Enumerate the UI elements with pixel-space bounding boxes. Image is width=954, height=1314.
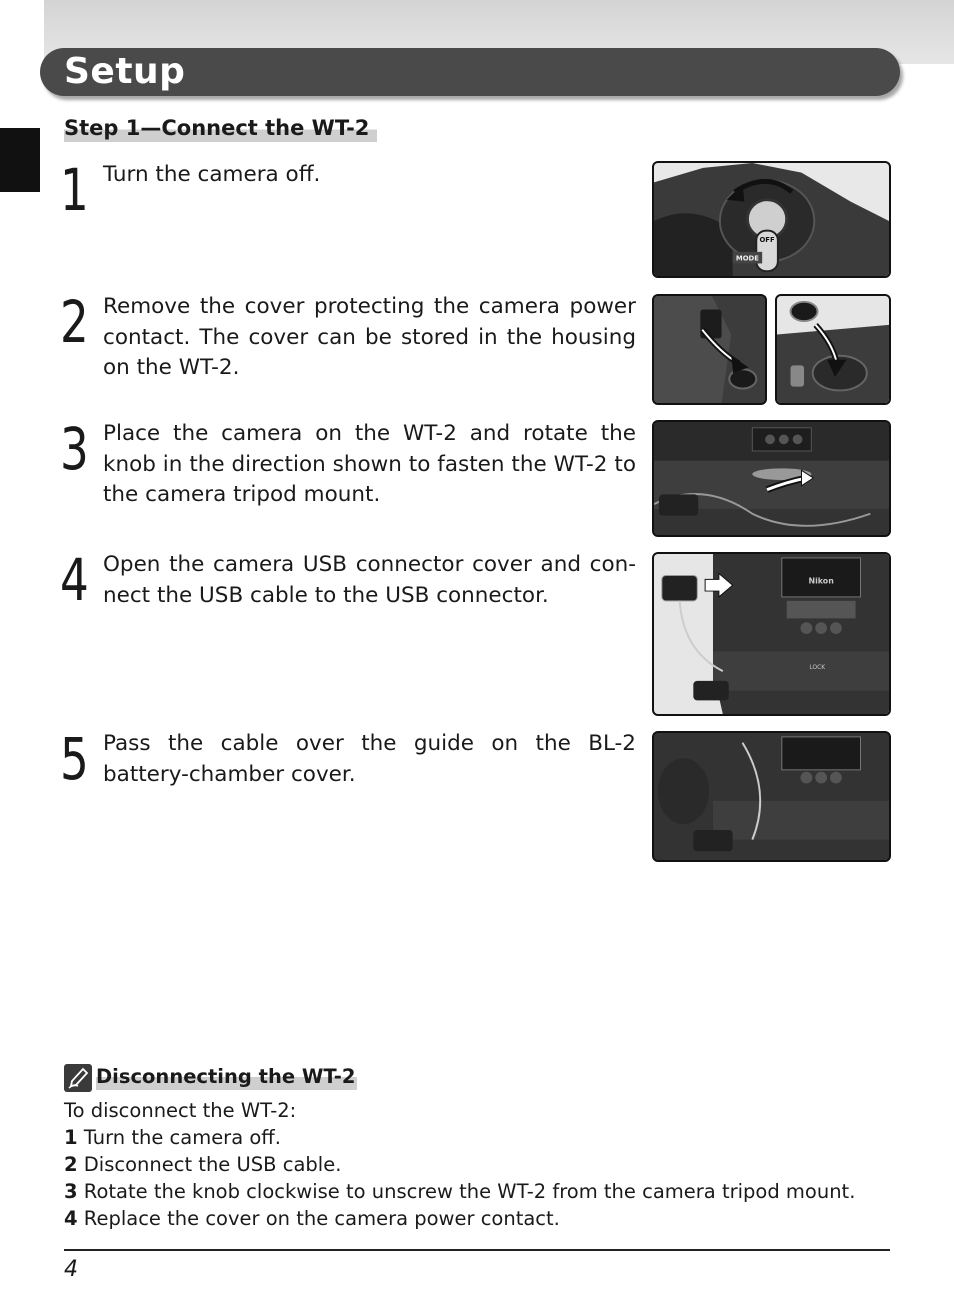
pencil-note-icon [64,1064,92,1092]
page-title: Setup [64,51,186,92]
note-item [64,1151,884,1178]
off-label: OFF [759,236,775,245]
note-item [64,1205,884,1232]
step-text: Pass the cable over the guide on the BL-2 battery-chamber cover. [103,731,636,787]
step-heading: Step 1—Connect the WT-2 [64,114,377,142]
cover-removal-photo [652,294,767,405]
step-number: 1 [60,156,89,224]
footer-rule [64,1249,890,1251]
step-3 [60,415,640,514]
note-item-number: 3 [64,1180,78,1203]
note-item-number: 4 [64,1207,78,1230]
note-item-text: Rotate the knob clockwise to unscrew the WT-2 from the camera tripod mount. [83,1180,856,1203]
step-number: 2 [60,288,89,356]
note-item-number: 1 [64,1126,78,1149]
note-item [64,1178,884,1205]
power-switch-photo [652,161,891,278]
note-body [64,1097,884,1232]
lock-label: LOCK [809,665,826,672]
step-number: 4 [60,546,89,614]
cable-guide-photo [652,731,891,862]
cover-storage-photo [775,294,891,405]
note-item-text: Replace the cover on the camera power contact. [83,1207,560,1230]
step-number: 3 [60,415,89,483]
note-item [64,1124,884,1151]
step-text: Open the camera USB connector cover and con-nect the USB cable to the USB connector. [103,552,636,608]
wt2-mount-photo [652,420,891,537]
nikon-label: Nikon [808,576,834,586]
title-bar [40,48,900,96]
usb-connect-photo [652,552,891,716]
step-text: Turn the camera off. [103,162,321,187]
step-number: 5 [60,725,89,793]
step-4 [60,546,640,620]
step-text: Remove the cover protecting the camera power contact. The cover can be stored in the housing on the WT-2. [103,294,636,380]
mode-label: MODE [735,254,759,263]
note-title: Disconnecting the WT-2 [96,1065,356,1088]
step-2 [60,288,640,387]
step-text: Place the camera on the WT-2 and rotate the knob in the direction shown to fasten the WT-2 to the camera tripod mount. [103,421,636,507]
note-item-number: 2 [64,1153,78,1176]
note-item-text: Disconnect the USB cable. [83,1153,342,1176]
chapter-tab [0,128,40,192]
step-5 [60,725,640,799]
note-item-text: Turn the camera off. [83,1126,281,1149]
note-intro: To disconnect the WT-2: [64,1099,297,1122]
step-1 [60,156,640,230]
page-number: 4 [64,1257,78,1282]
